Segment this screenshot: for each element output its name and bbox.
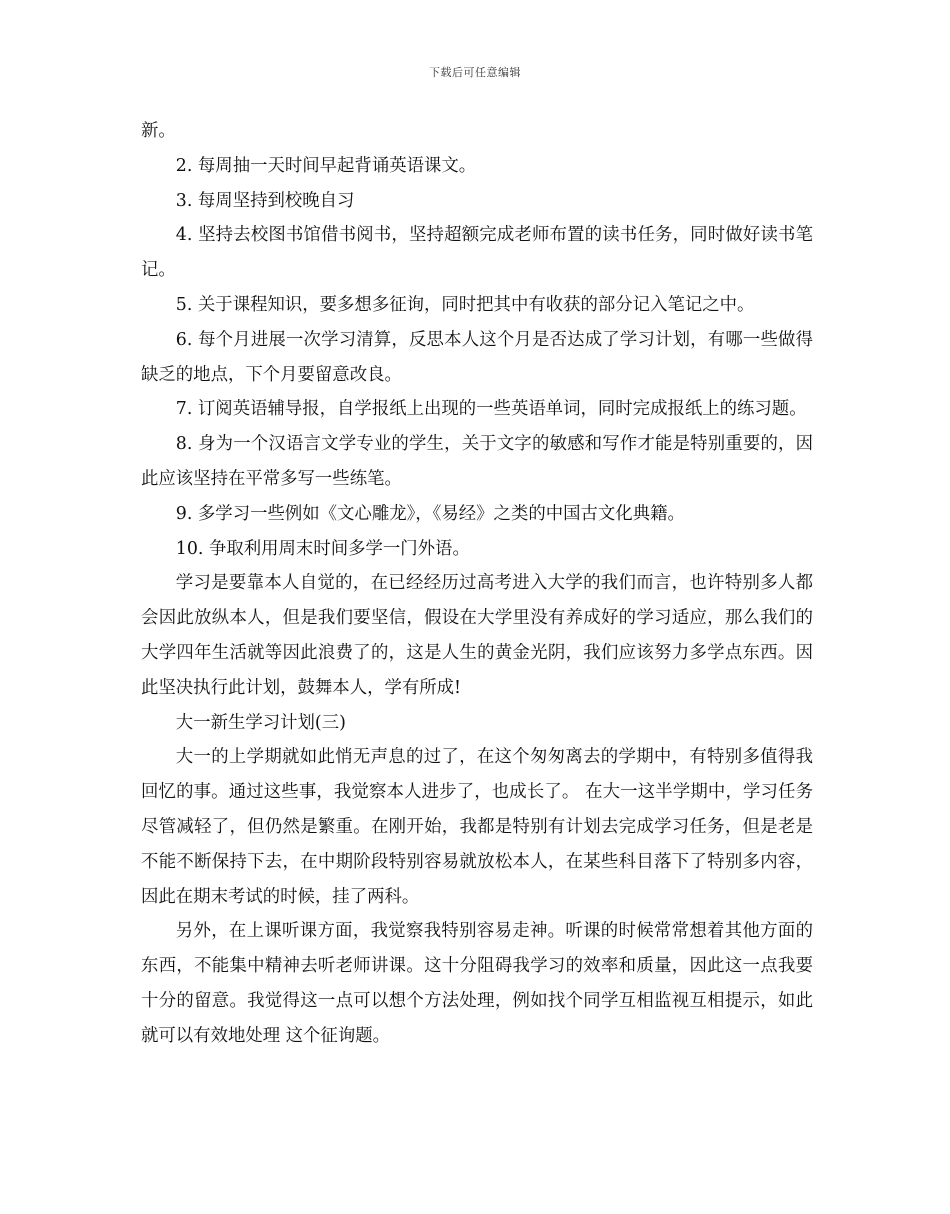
list-item-2: 2. 每周抽一天时间早起背诵英语课文。	[175, 155, 477, 176]
paragraph-continuation: 新。	[141, 121, 176, 141]
list-item-10: 10. 争取利用周末时间多学一门外语。	[175, 538, 470, 559]
body-paragraph: 大一的上学期就如此悄无声息的过了，在这个匆匆离去的学期中，有特别多值得我回忆的事。通过这些事，我觉察本人进步了，也成长了。 在大一这半学期中，学习任务尽管减轻了，但仍然是繁重。在刚开始，我都是特别有计划去完成学习任务，但是老是不能不断保持下去，在中期阶段特别容易就放松本人，在某些科目落下了特别多内容，因此在期末考试的时候，挂了两科。	[141, 747, 813, 907]
page-header: 下载后可任意编辑	[429, 66, 521, 79]
section-heading: 大一新生学习计划(三)	[175, 712, 346, 733]
list-item-3: 3. 每周坚持到校晚自习	[175, 190, 355, 211]
list-item-6: 6. 每个月进展一次学习清算，反思本人这个月是否达成了学习计划，有哪一些做得缺乏的地点，下个月要留意改良。	[141, 329, 813, 385]
body-paragraph: 另外，在上课听课方面，我觉察我特别容易走神。听课的时候常常想着其他方面的东西，不能集中精神去听老师讲课。这十分阻碍我学习的效率和质量，因此这一点我要十分的留意。我觉得这一点可以想个方法处理，例如找个同学互相监视互相提示，如此就可以有效地处理 这个征询题。	[141, 921, 813, 1046]
list-item-5: 5. 关于课程知识，要多想多征询，同时把其中有收获的部分记入笔记之中。	[175, 294, 755, 315]
list-item-9: 9. 多学习一些例如《文心雕龙》，《易经》之类的中国古文化典籍。	[175, 503, 685, 524]
summary-paragraph: 学习是要靠本人自觉的，在已经经历过高考进入大学的我们而言，也许特别多人都会因此放纵本人，但是我们要坚信，假设在大学里没有养成好的学习适应，那么我们的大学四年生活就等因此浪费了的，这是人生的黄金光阴，我们应该努力多学点东西。因此坚决执行此计划，鼓舞本人，学有所成!	[141, 573, 813, 698]
document-body	[141, 114, 813, 1054]
list-item-8: 8. 身为一个汉语言文学专业的学生，关于文字的敏感和写作才能是特别重要的，因此应该坚持在平常多写一些练笔。	[141, 434, 813, 489]
list-item-7: 7. 订阅英语辅导报，自学报纸上出现的一些英语单词，同时完成报纸上的练习题。	[175, 399, 807, 420]
list-item-4: 4. 坚持去校图书馆借书阅书，坚持超额完成老师布置的读书任务，同时做好读书笔记。	[141, 225, 813, 281]
